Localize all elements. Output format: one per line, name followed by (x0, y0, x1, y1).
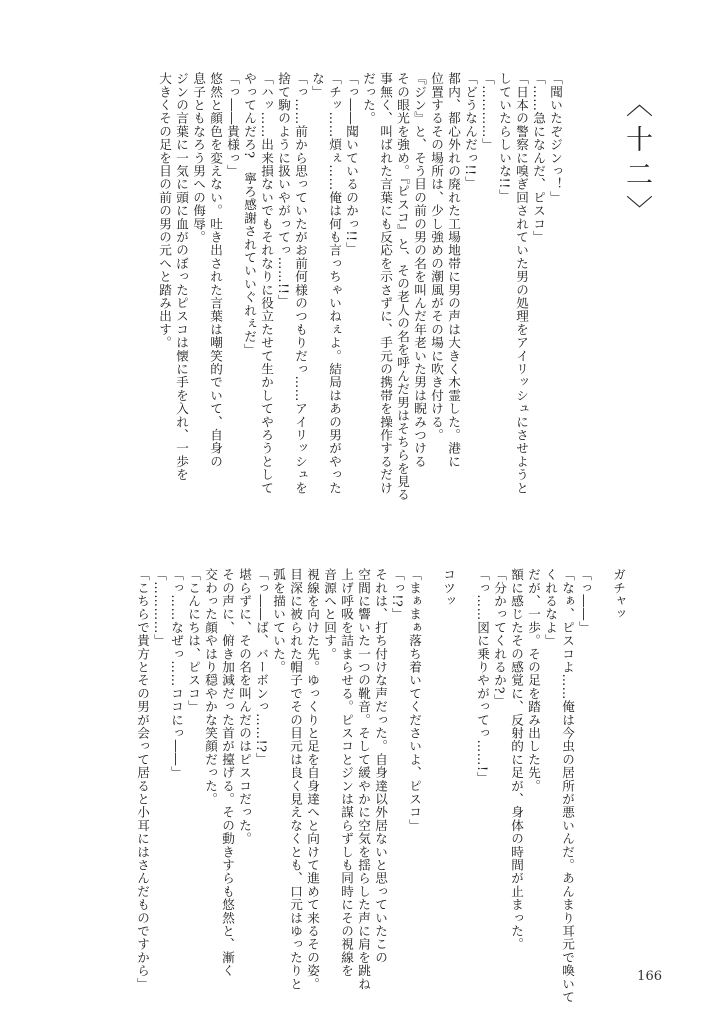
text-block-upper (156, 72, 564, 510)
lower-text-line: 「っ!?」 (390, 568, 405, 621)
upper-text-line: 「聞いたぞジンっ！」 (548, 72, 563, 204)
lower-text-line: 弧を描いていた。 (271, 568, 286, 674)
lower-text-line: 「まぁまぁ落ち着いてくださいよ、ピスコ」 (407, 568, 422, 832)
lower-text-line: 「っ……なぜっ……ココにっ――」 (169, 568, 184, 780)
lower-text-line: 空間に響いた一つの靴音。そして緩やかに空気を揺らした声に肩を跳ね (356, 568, 371, 991)
lower-text-line: 「っ……図に乗りやがってっ……!」 (475, 568, 490, 785)
upper-text-line: 都内、都心外れの廃れた工場地帯に男の声は大きく木霊した。港に (446, 72, 461, 468)
upper-text-line: ジンの言葉に一気に頭に血がのぼったピスコは懐に手を入れ、一歩を (174, 72, 189, 482)
lower-text-line: その声に、俯き加減だった首が擡げる。その動きすらも悠然と、漸く (220, 568, 235, 978)
upper-text-line: 「ハッ……出来損ないでもそれなりに役立たせて生かしてやろうとして (259, 72, 274, 495)
upper-text-line: 「っ――聞いているのかっ!!」 (344, 72, 359, 255)
upper-text-line: していたらしいな!!」 (497, 72, 512, 203)
lower-text-blank (457, 568, 474, 966)
upper-text-line: 「日本の警察に嗅ぎ回されていた男の処理をアイリッシュにさせようと (514, 72, 529, 495)
upper-text-line: 「……急になんだ、ピスコ」 (531, 72, 546, 244)
upper-text-line: 息子ともなろう男への侮辱。 (191, 72, 206, 244)
upper-text-line: 「っ――貴様っ」 (225, 72, 240, 178)
upper-text-line: だった。 (361, 72, 376, 125)
lower-text-line: 「こんにちは、ピスコ」 (186, 568, 201, 714)
lower-text-line: 交わった顔やはり穏やかな笑顔だった。 (203, 568, 218, 806)
lower-text-line: 「…………」 (152, 568, 167, 648)
lower-text-line: だが、一歩。その足を踏み出した先。 (526, 568, 541, 793)
lower-text-line: それは、打ち付けな声だった。自身達以外居ないと思っていたこの (373, 568, 388, 964)
lower-text-blank (593, 568, 610, 966)
upper-text-line: 事無く、叫ばれた言葉にも反応を示さずに、手元の携帯を操作するだけ (378, 72, 393, 495)
page-number: 166 (637, 969, 662, 984)
upper-text-line: 「っ……前から思っていたがお前何様のつもりだっ……アイリッシュを (293, 72, 308, 495)
upper-text-line: 大きくその足を目の前の男の元へと踏み出す。 (157, 72, 172, 350)
lower-text-blank (423, 568, 440, 966)
lower-text-line: 「こちらで貴方とその男が会って居ると小耳にはさんだものですから」 (135, 568, 150, 991)
upper-text-line: 「…………」 (480, 72, 495, 152)
upper-text-line: 『ジン』と、そう目の前の男の名を叫んだ年老いた男は睨みつける (412, 72, 427, 468)
lower-text-line: コツッ (441, 568, 456, 608)
lower-text-line: 額に感じたその感覚に、反射的に足が、身体の時間が止まった。 (509, 568, 524, 951)
lower-text-line: 堪らずに、その名を叫んだのはピスコだった。 (237, 568, 252, 846)
upper-text-line: 「どうなんだっ!!」 (463, 72, 478, 189)
upper-text-line: 位置するその場所は、少し強めの潮風がその場に吹き付ける。 (429, 72, 444, 442)
lower-text-line: 「なぁ、ピスコよ……俺は今虫の居所が悪いんだ。あんまり耳元で喚いて (560, 568, 575, 1004)
upper-text-line: 「チッ……煩ぇ……俺は何も言っちゃいねぇよ。結局はあの男がやった (327, 72, 342, 495)
lower-text-line: 「分かってくれるか?」 (492, 568, 507, 708)
lower-text-line: くれるなよ」 (543, 568, 558, 648)
text-block-lower (134, 568, 627, 1004)
lower-text-line: 「っ――ば、バーボンっ……!?」 (254, 568, 269, 766)
upper-text-line: 悠然と顔色を変えない。吐き出された言葉は嘲笑的でいて、自身の (208, 72, 223, 468)
upper-text-line: な」 (310, 72, 325, 99)
lower-text-line: 「っ――」 (577, 568, 592, 634)
lower-text-line: 視線を向けた先。ゆっくりと足を自身達へと向けて進めて来るその姿。 (305, 568, 320, 991)
upper-text-line: その眼光を強め。『ピスコ』と、その老人の名を呼んだ男はそちらを見る (395, 72, 410, 502)
lower-text-line: 目深に被られた帽子でその目元は良く見えなくとも、口元はゆったりと (288, 568, 303, 991)
lower-text-line: 上げ呼吸を詰まらせる。ピスコとジンは謀らずしも同時にその視線を (339, 568, 354, 978)
upper-text-line: 捨て駒のように扱いやがってっ……!!」 (276, 72, 291, 308)
upper-text-line: やってんだろ? 寧ろ感謝されていいぐれぇだ」 (242, 72, 257, 357)
lower-text-line: ガチャッ (611, 568, 626, 621)
lower-text-line: 音源へと回す。 (322, 568, 337, 661)
chapter-title: 〈十二〉 (621, 90, 652, 230)
